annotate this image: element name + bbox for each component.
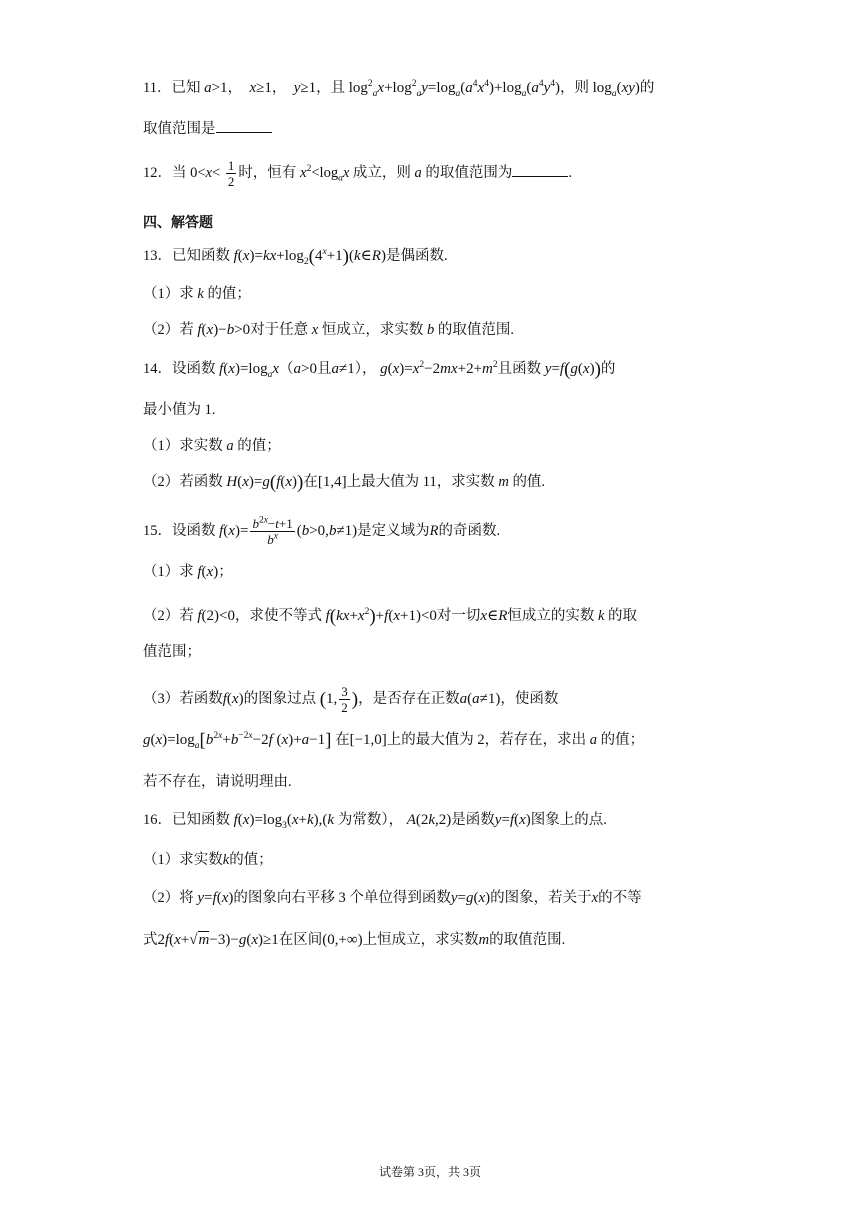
q15-part2-line2: 值范围； [143, 644, 201, 660]
q14-number: 14． [143, 361, 172, 377]
q13-function: $f(x)=kx+\log_2(4^x+1)(k\in R)$ [233, 246, 386, 267]
q12-number: 12． [143, 164, 172, 181]
q15-g-function: $g(x)=\log_a[b^{2x}+b^{-2x}-2f$ (x)+a−1] [143, 730, 332, 751]
q15-number: 15． [143, 522, 172, 539]
q15-part1: （1）求 f(x)； [143, 564, 233, 580]
q11-condition-y: y≥1 [293, 80, 317, 96]
answer-blank [512, 162, 568, 177]
q14-g-function: $g(x)=x^2-2mx+2+m^2$ [380, 360, 498, 377]
q15-part3-line2: $g(x)=\log_a[b^{2x}+b^{-2x}-2f$ (x)+a−1] 在[−1,0]上的最大值为 2，若存在，求出 a 的值； [143, 730, 645, 751]
q11-line1: 11．已知 a>1， x≥1， y≥1，且 $\log^2_ax+\log^2_ay=\log_a(a^4x^4)+\log_a(a^4y^4)$，则 $\log_a(xy)$的 [143, 79, 655, 99]
q11-target: $\log_a(xy)$ [592, 80, 640, 99]
q13-line1: 13．已知函数 $f(x)=kx+\log_2(4^x+1)(k\in R)$是偶函数. [143, 246, 448, 267]
q14-part2: （2）若函数 H(x)=g(f(x))在[1,4]上最大值为 11，求实数 m 的值. [143, 472, 546, 493]
q13-part2: （2）若 f(x)−b>0对于任意 x 恒成立，求实数 b 的取值范围. [143, 322, 514, 338]
q14-line2: 最小值为 1. [143, 402, 216, 418]
q11-condition-a: a>1 [204, 80, 228, 96]
q16-number: 16． [143, 812, 172, 828]
q11-line2: 取值范围是 [143, 118, 272, 139]
answer-blank [216, 118, 272, 133]
q15-line1: 15．设函数 f(x)= $\frac{b^{2x}-t+1}{b^x}$ (b>0,b≠1)是定义域为R的奇函数. [143, 515, 501, 547]
q15-function: f(x)= $\frac{b^{2x}-t+1}{b^x}$ (b>0,b≠1) [219, 515, 358, 547]
q15-part3-line3: 若不存在，请说明理由. [143, 774, 292, 790]
q15-point: (1, $\frac{3}{2}$ ) [319, 684, 359, 715]
section-heading: 四、解答题 [143, 214, 213, 230]
q16-line1: 16．已知函数 $f(x)=\log_3(x+k),(k$ 为常数）， A(2k,2)是函数y=f(x)图象上的点. [143, 812, 607, 831]
q13-number: 13． [143, 248, 172, 264]
q12-x-squared: $x^2$ [299, 163, 312, 181]
q14-part1: （1）求实数 a 的值； [143, 438, 281, 454]
q12-line: 12．当 0<x< $\frac{1}{2}$ 时，恒有 $x^2<\log_ax$ 成立，则 a 的取值范围为 . [143, 158, 573, 189]
q16-part2: （2）将 y=f(x)的图象向右平移 3 个单位得到函数y=g(x)的图象，若关于x的不等 [143, 890, 642, 906]
q11-number: 11． [143, 80, 172, 96]
q16-part1: （1）求实数k的值； [143, 852, 273, 868]
q11-equation: $\log^2_ax+\log^2_ay=\log_a(a^4x^4)+\log_a(a^4y^4)$ [348, 79, 561, 99]
q14-line1: 14．设函数 $f(x)=\log_ax(a>0$且a≠1）， $g(x)=x^2-2mx+2+m^2$且函数 y=f(g(x))的 [143, 359, 616, 380]
q11-condition-x: x≥1 [249, 80, 272, 96]
q15-part3: （3）若函数f(x)的图象过点 (1, $\frac{3}{2}$ )，是否存在正数a(a≠1)，使函数 [143, 684, 559, 715]
q15-part2: （2）若 f(2)<0，求使不等式 $f(kx+x^2)+f(x+1)<0$对一切x∈R恒成立的实数 k 的取 [143, 606, 638, 627]
q13-part1: （1）求 k 的值； [143, 286, 251, 302]
page-footer: 试卷第 3页，共 3页 [378, 1165, 481, 1179]
q12-fraction: $\frac{1}{2}$ [227, 158, 235, 189]
q16-part2-line2: 式2f(x+√m−3)−g(x)≥1在区间(0,+∞)上恒成立，求实数m的取值范围. [143, 932, 566, 948]
q11-text: 已知 [171, 80, 201, 96]
